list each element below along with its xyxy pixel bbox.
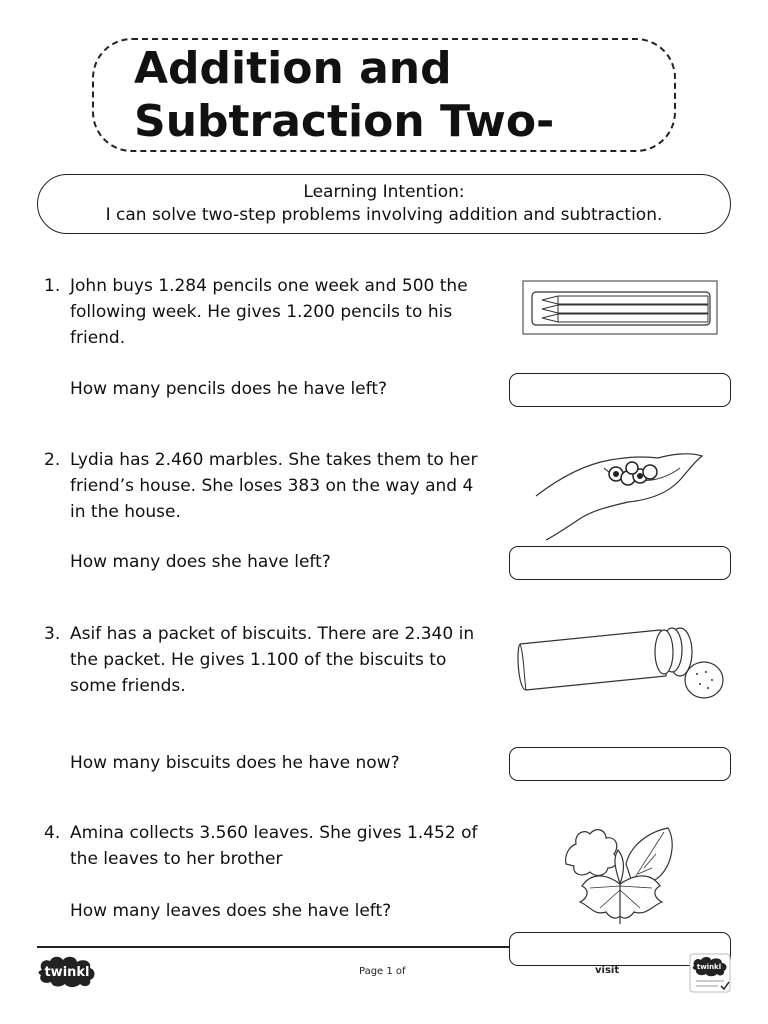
title-box	[92, 38, 676, 152]
answer-box-2[interactable]	[509, 546, 731, 580]
question-number: 3.	[44, 624, 61, 644]
page-title: Addition and Subtraction Two-	[134, 43, 555, 147]
biscuit-packet-icon	[514, 624, 726, 702]
question-text: Amina collects 3.560 leaves. She gives 1.452 of the leaves to her brother	[70, 823, 478, 869]
visit-label: visit	[595, 965, 620, 976]
learning-intention-heading: Learning Intention:	[303, 182, 465, 202]
question-3-ask: How many biscuits does he have now?	[70, 753, 400, 773]
hand-with-marbles-icon	[532, 448, 708, 542]
twinkl-logo	[36, 954, 98, 988]
pencils-icon	[522, 280, 718, 336]
question-2-ask: How many does she have left?	[70, 552, 331, 572]
twinkl-badge-icon	[688, 952, 732, 994]
question-number: 4.	[44, 823, 61, 843]
answer-box-1[interactable]	[509, 373, 731, 407]
leaves-icon	[560, 824, 680, 928]
question-text: Lydia has 2.460 marbles. She takes them to her friend’s house. She loses 383 on the way and 4 in the house.	[70, 450, 478, 522]
badge-text: twinkl	[696, 963, 722, 971]
question-text: John buys 1.284 pencils one week and 500 the following week. He gives 1.200 pencils to his friend.	[70, 276, 468, 348]
question-number: 1.	[44, 276, 61, 296]
question-text: Asif has a packet of biscuits. There are 2.340 in the packet. He gives 1.100 of the biscuits to some friends.	[70, 624, 475, 696]
question-number: 2.	[44, 450, 61, 470]
answer-box-3[interactable]	[509, 747, 731, 781]
learning-intention-box	[37, 174, 731, 234]
learning-intention-text: I can solve two-step problems involving addition and subtraction.	[105, 205, 663, 225]
logo-text: twinkl	[44, 965, 90, 980]
question-1-ask: How many pencils does he have left?	[70, 379, 388, 399]
question-4-ask: How many leaves does she have left?	[70, 901, 392, 921]
page-number-label: Page 1 of	[359, 966, 406, 977]
